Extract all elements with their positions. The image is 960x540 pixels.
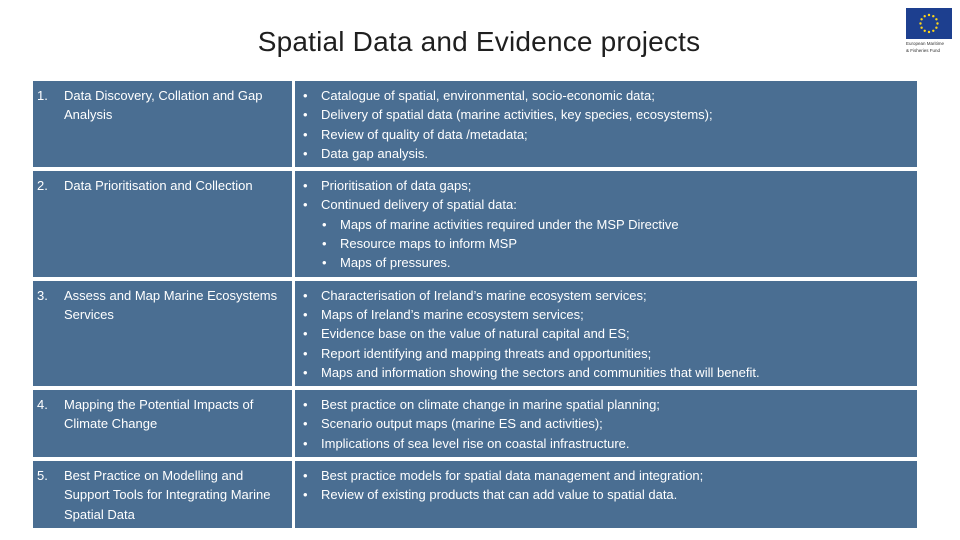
project-name: Data Prioritisation and Collection <box>64 178 253 194</box>
logo-text-line-2: & Fisheries Fund <box>906 48 941 53</box>
deliverable-item: • Characterisation of Ireland’s marine ecosystem services; <box>303 286 909 305</box>
deliverables-list <box>303 286 909 382</box>
deliverable-item: • Review of quality of data /metadata; <box>303 125 909 144</box>
deliverable-item: • Best practice on climate change in marine spatial planning; <box>303 395 909 414</box>
project-number: 1. <box>37 88 48 103</box>
deliverable-item: • Continued delivery of spatial data: <box>303 195 909 214</box>
deliverable-item: • Report identifying and mapping threats and opportunities; <box>303 344 909 363</box>
project-name-cell <box>33 81 295 171</box>
project-deliverables-cell <box>295 461 917 532</box>
project-name-cell <box>33 171 295 280</box>
deliverables-list <box>303 176 909 272</box>
deliverable-item: • Maps of Ireland’s marine ecosystem services; <box>303 305 909 324</box>
project-deliverables-cell <box>295 171 917 280</box>
project-number: 2. <box>37 178 48 194</box>
project-name-cell <box>33 390 295 461</box>
project-number: 4. <box>37 397 48 413</box>
deliverable-item: • Prioritisation of data gaps; <box>303 176 909 195</box>
project-deliverables-cell <box>295 81 917 171</box>
table-row <box>33 281 917 390</box>
deliverable-item: • Scenario output maps (marine ES and activities); <box>303 414 909 433</box>
deliverables-list <box>303 466 909 505</box>
project-name: Data Discovery, Collation and Gap Analysis <box>64 88 263 123</box>
deliverables-list <box>303 86 909 163</box>
project-name: Best Practice on Modelling and Support Tools for Integrating Marine Spatial Data <box>64 468 271 522</box>
deliverable-item: • Maps and information showing the sectors and communities that will benefit. <box>303 363 909 382</box>
project-deliverables-cell <box>295 281 917 390</box>
project-name: Mapping the Potential Impacts of Climate Change <box>64 397 254 432</box>
deliverable-sub-item: • Maps of marine activities required under the MSP Directive <box>303 215 909 234</box>
project-name-cell <box>33 461 295 532</box>
project-number: 5. <box>37 468 48 484</box>
table-row <box>33 461 917 532</box>
deliverable-item: • Evidence base on the value of natural capital and ES; <box>303 324 909 343</box>
projects-table <box>33 81 917 532</box>
project-name: Assess and Map Marine Ecosystems Services <box>64 287 278 322</box>
page-title: Spatial Data and Evidence projects <box>257 26 701 57</box>
emff-logo <box>906 8 952 53</box>
project-number: 3. <box>37 287 48 303</box>
deliverable-item: • Delivery of spatial data (marine activities, key species, ecosystems); <box>303 105 909 124</box>
project-deliverables-cell <box>295 390 917 461</box>
deliverable-sub-item: • Maps of pressures. <box>303 253 909 272</box>
project-name-cell <box>33 281 295 390</box>
table-row <box>33 81 917 171</box>
deliverable-item: • Best practice models for spatial data management and integration; <box>303 466 909 485</box>
eu-flag-icon <box>906 8 952 39</box>
deliverable-item: • Data gap analysis. <box>303 144 909 163</box>
deliverable-item: • Catalogue of spatial, environmental, socio-economic data; <box>303 86 909 105</box>
deliverables-list <box>303 395 909 453</box>
table-row <box>33 171 917 280</box>
deliverable-sub-item: • Resource maps to inform MSP <box>303 234 909 253</box>
deliverable-item: • Review of existing products that can add value to spatial data. <box>303 485 909 504</box>
table-row <box>33 390 917 461</box>
deliverable-item: • Implications of sea level rise on coastal infrastructure. <box>303 434 909 453</box>
logo-text-line-1: European Maritime <box>906 41 945 46</box>
